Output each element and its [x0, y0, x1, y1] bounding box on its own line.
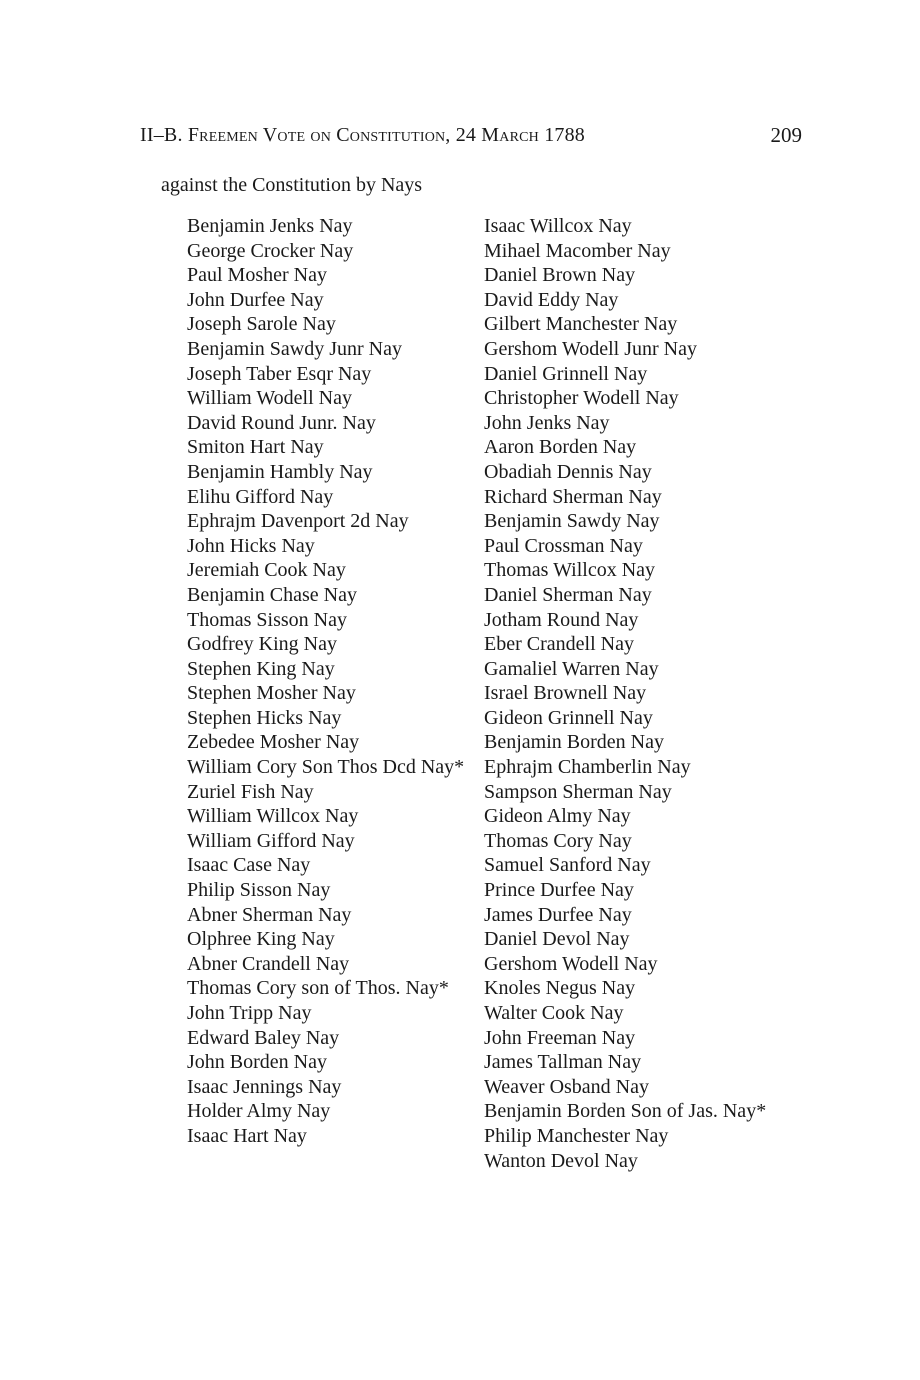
running-title: II–B. Freemen Vote on Constitution, 24 March 1788 — [140, 124, 585, 146]
voter-entry: Olphree King Nay — [187, 928, 335, 951]
voter-entry: James Tallman Nay — [484, 1051, 642, 1074]
voter-entry: Knoles Negus Nay — [484, 977, 636, 1000]
voter-entry: Prince Durfee Nay — [484, 879, 634, 902]
voter-entry: Thomas Willcox Nay — [484, 559, 656, 582]
voter-entry: Edward Baley Nay — [187, 1026, 340, 1049]
voter-entry: John Tripp Nay — [187, 1002, 312, 1024]
voter-entry: Isaac Hart Nay — [187, 1124, 307, 1147]
voter-entry: Gideon Grinnell Nay — [484, 706, 653, 729]
voter-entry: Daniel Sherman Nay — [484, 583, 652, 606]
voter-entry: Gershom Wodell Junr Nay — [484, 337, 697, 360]
voter-entry: Smiton Hart Nay — [187, 436, 324, 459]
voter-entry: Stephen Mosher Nay — [187, 682, 356, 705]
voter-entry: Isaac Case Nay — [187, 854, 311, 877]
nays-column-left — [187, 214, 477, 1149]
voter-entry: William Willcox Nay — [187, 805, 359, 828]
voter-entry: James Durfee Nay — [484, 903, 632, 926]
voter-entry: Jotham Round Nay — [484, 608, 639, 631]
running-head — [140, 122, 802, 148]
voter-entry: Zuriel Fish Nay — [187, 780, 314, 803]
voter-entry: John Durfee Nay — [187, 288, 324, 311]
voter-entry: Abner Crandell Nay — [187, 952, 350, 975]
voter-entry: Weaver Osband Nay — [484, 1075, 649, 1098]
voter-entry: Walter Cook Nay — [484, 1002, 624, 1024]
voter-entry: Philip Manchester Nay — [484, 1124, 669, 1147]
voter-entry: Richard Sherman Nay — [484, 485, 662, 508]
voter-entry: Stephen King Nay — [187, 657, 335, 680]
voter-entry: Philip Sisson Nay — [187, 879, 331, 902]
voter-entry: William Gifford Nay — [187, 829, 355, 852]
voter-entry: John Freeman Nay — [484, 1026, 636, 1049]
voter-entry: Benjamin Borden Nay — [484, 731, 664, 754]
voter-entry: Abner Sherman Nay — [187, 903, 352, 926]
voter-entry: Thomas Cory son of Thos. Nay* — [187, 977, 449, 1000]
voter-entry: Thomas Sisson Nay — [187, 608, 347, 631]
voter-entry: Benjamin Sawdy Nay — [484, 510, 660, 533]
voter-entry: Gamaliel Warren Nay — [484, 657, 659, 680]
voter-entry: David Round Junr. Nay — [187, 411, 376, 434]
voter-entry: Isaac Willcox Nay — [484, 215, 632, 237]
voter-entry: Isaac Jennings Nay — [187, 1075, 342, 1098]
voter-entry: John Hicks Nay — [187, 534, 315, 557]
voter-entry: Gilbert Manchester Nay — [484, 313, 678, 336]
voter-entry: Ephrajm Davenport 2d Nay — [187, 510, 409, 533]
voter-entry: Benjamin Jenks Nay — [187, 215, 353, 237]
voter-entry: Benjamin Chase Nay — [187, 583, 357, 606]
voter-entry: Gershom Wodell Nay — [484, 952, 658, 975]
page-number: 209 — [770, 123, 802, 147]
nays-column-right — [484, 214, 784, 1173]
voter-entry: Benjamin Borden Son of Jas. Nay* — [484, 1100, 767, 1123]
voter-entry: George Crocker Nay — [187, 239, 354, 262]
voter-entry: Stephen Hicks Nay — [187, 706, 342, 729]
voter-entry: William Wodell Nay — [187, 387, 352, 410]
voter-entry: Daniel Grinnell Nay — [484, 362, 648, 385]
voter-entry: Israel Brownell Nay — [484, 682, 647, 705]
voter-entry: David Eddy Nay — [484, 288, 619, 311]
voter-entry: Elihu Gifford Nay — [187, 485, 334, 508]
voter-entry: Aaron Borden Nay — [484, 436, 637, 459]
voter-entry: Daniel Devol Nay — [484, 928, 630, 951]
voter-entry: Benjamin Hambly Nay — [187, 460, 373, 483]
voter-entry: Ephrajm Chamberlin Nay — [484, 756, 691, 779]
voter-entry: Thomas Cory Nay — [484, 829, 632, 852]
voter-entry: Paul Mosher Nay — [187, 264, 327, 287]
voter-entry: Godfrey King Nay — [187, 633, 337, 656]
voter-entry: Joseph Sarole Nay — [187, 313, 336, 336]
voter-entry: Sampson Sherman Nay — [484, 780, 672, 803]
section-intro: against the Constitution by Nays — [161, 174, 423, 196]
voter-entry: Samuel Sanford Nay — [484, 854, 651, 877]
voter-entry: Obadiah Dennis Nay — [484, 460, 652, 483]
voter-entry: Christopher Wodell Nay — [484, 387, 679, 410]
voter-entry: Paul Crossman Nay — [484, 534, 643, 557]
voter-entry: Eber Crandell Nay — [484, 633, 634, 656]
voter-entry: Jeremiah Cook Nay — [187, 559, 346, 582]
voter-entry: Gideon Almy Nay — [484, 805, 631, 828]
voter-entry: Daniel Brown Nay — [484, 264, 636, 287]
voter-entry: John Borden Nay — [187, 1051, 327, 1074]
voter-entry: John Jenks Nay — [484, 411, 610, 434]
voter-entry: Benjamin Sawdy Junr Nay — [187, 337, 402, 360]
voter-entry: Joseph Taber Esqr Nay — [187, 362, 372, 385]
voter-entry: Wanton Devol Nay — [484, 1149, 638, 1172]
voter-entry: Zebedee Mosher Nay — [187, 731, 360, 754]
voter-entry: Holder Almy Nay — [187, 1100, 331, 1123]
voter-entry: William Cory Son Thos Dcd Nay* — [187, 756, 465, 779]
voter-entry: Mihael Macomber Nay — [484, 239, 671, 262]
